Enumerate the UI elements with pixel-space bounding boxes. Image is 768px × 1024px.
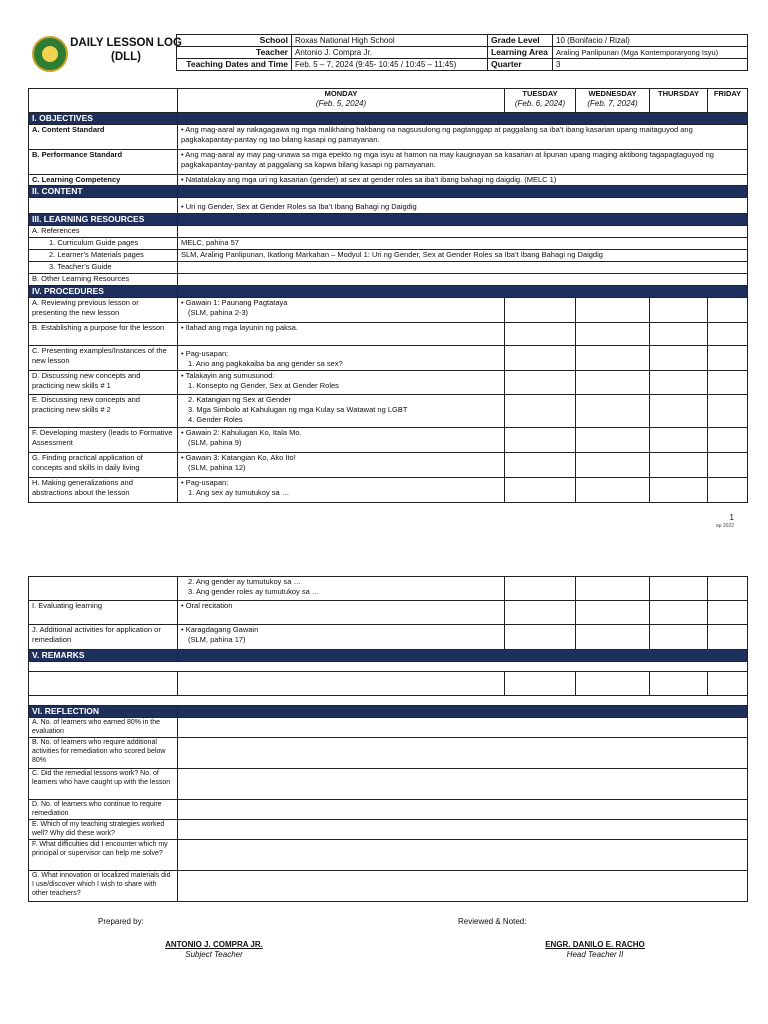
procedure-h-continued-label: [29, 577, 178, 601]
procedure-g-monday: [178, 453, 505, 478]
reflection-heading: VI. REFLECTION: [29, 706, 178, 718]
remarks-heading: V. REMARKS: [29, 650, 178, 662]
tuesday-label: TUESDAY: [522, 89, 558, 98]
dates-value: Feb. 5 – 7, 2024 (9:45- 10:45 / 10:45 – 11:45): [292, 59, 488, 71]
cell: [650, 601, 708, 625]
procedure-h-line-4: 3. Ang gender roles ay tumutukoy sa …: [188, 587, 320, 596]
procedure-h-monday: [178, 478, 505, 503]
area-value: Araling Panlipunan (Mga Kontemporaryong Isyu): [553, 47, 748, 59]
teachers-guide-value: [178, 262, 748, 274]
cell: [650, 298, 708, 323]
wednesday-header: [576, 89, 650, 113]
area-label: Learning Area: [488, 47, 553, 59]
friday-header: [708, 89, 748, 113]
procedure-j-label: J. Additional activities for application or remediation: [29, 625, 178, 650]
reflection-d-label: D. No. of learners who continue to require remediation: [29, 800, 178, 820]
cell: [505, 298, 576, 323]
other-resources-label: B. Other Learning Resources: [29, 274, 178, 286]
reflection-e-value: [178, 820, 748, 840]
procedure-a-line-1: • Gawain 1: Paunang Pagtataya: [181, 298, 288, 307]
cell: [708, 478, 748, 503]
procedure-i-line-1: • Oral recitation: [181, 601, 233, 610]
remarks-bar: [178, 650, 748, 662]
content-standard-text: • Ang mag-aaral ay nakagagawa ng mga malikhaing hakbang na nagsusulong ng pagtanggap at paggalang sa iba’t ibang kasarian upang maitaguyod ang pagkakapantay-pantay ng tao bilang kasapi ng pamayanan.: [178, 125, 748, 150]
reflection-a-value: [178, 718, 748, 738]
cell: [650, 577, 708, 601]
cell: [576, 601, 650, 625]
content-text: • Uri ng Gender, Sex at Gender Roles sa Iba’t Ibang Bahagi ng Daigdig: [178, 198, 748, 214]
preparer-role: Subject Teacher: [185, 950, 243, 959]
content-heading: II. CONTENT: [29, 186, 178, 198]
procedure-row-b: [29, 323, 748, 346]
procedure-h-label: H. Making generalizations and abstractions about the lesson: [29, 478, 178, 503]
other-resources-value: [178, 274, 748, 286]
procedure-row-a: [29, 298, 748, 323]
procedures-bar: [178, 286, 748, 298]
teachers-guide-label: 3. Teacher’s Guide: [29, 262, 178, 274]
cell: [505, 346, 576, 371]
reflection-c-value: [178, 769, 748, 800]
content-bar: [178, 186, 748, 198]
remarks-row: [29, 672, 748, 696]
cell: [505, 625, 576, 650]
remarks-label-cell: [29, 672, 178, 696]
procedure-h-line-1: • Pag-usapan:: [181, 478, 229, 487]
reflection-spacer: [29, 696, 748, 706]
procedure-j-monday: [178, 625, 505, 650]
reviewer-role: Head Teacher II: [566, 950, 624, 959]
procedure-f-line-1: • Gawain 2: Kahulugan Ko, Itala Mo.: [181, 428, 302, 437]
procedure-d-line-1: • Talakayin ang sumusunod:: [181, 371, 275, 380]
cell: [576, 577, 650, 601]
grade-label: Grade Level: [488, 35, 553, 47]
procedure-row-f: [29, 428, 748, 453]
cell: [505, 601, 576, 625]
procedure-e-label: E. Discussing new concepts and practicing new skills # 2: [29, 395, 178, 428]
learning-competency-label: C. Learning Competency: [29, 175, 178, 186]
procedure-e-monday: [178, 395, 505, 428]
procedure-b-monday: [178, 323, 505, 346]
cell: [576, 625, 650, 650]
procedure-h-continued-monday: [178, 577, 505, 601]
monday-label: MONDAY: [324, 89, 358, 98]
procedures-heading: IV. PROCEDURES: [29, 286, 178, 298]
title-line-1: DAILY LESSON LOG: [70, 37, 182, 49]
learning-competency-text: • Natatalakay ang mga uri ng kasarian (gender) at sex at gender roles sa iba’t ibang bahagi ng daigdig. (MELC 1): [178, 175, 748, 186]
tuesday-date: (Feb. 6, 2024): [514, 99, 566, 108]
cell: [505, 395, 576, 428]
performance-standard-label: B. Performance Standard: [29, 150, 178, 175]
cell: [178, 672, 505, 696]
reflection-e-label: E. Which of my teaching strategies worked well? Why did these work?: [29, 820, 178, 840]
resources-bar: [178, 214, 748, 226]
school-value: Roxas National High School: [292, 35, 488, 47]
grade-value: 10 (Bonifacio / Rizal): [553, 35, 748, 47]
cell: [650, 346, 708, 371]
procedure-c-monday: [178, 346, 505, 371]
wednesday-date: (Feb. 7, 2024): [587, 99, 638, 108]
learners-materials-value: SLM, Araling Panlipunan, Ikatlong Markahan – Modyul 1: Uri ng Gender, Sex at Gender Roles sa Iba’t Ibang Bahagi ng Daigdig: [178, 250, 748, 262]
cell: [650, 428, 708, 453]
quarter-value: 3: [553, 59, 748, 71]
procedure-row-i: [29, 601, 748, 625]
cell: [576, 453, 650, 478]
cell: [708, 577, 748, 601]
procedure-h-line-2: 1. Ang sex ay tumutukoy sa …: [188, 488, 290, 497]
cell: [708, 453, 748, 478]
cell: [708, 298, 748, 323]
school-label: School: [177, 35, 292, 47]
reflection-c-label: C. Did the remedial lessons work? No. of learners who have caught up with the lesson: [29, 769, 178, 800]
thursday-header: [650, 89, 708, 113]
teacher-label: Teacher: [177, 47, 292, 59]
objectives-bar: [178, 113, 748, 125]
procedure-g-line-1: • Gawain 3: Katangian Ko, Ako Ito!: [181, 453, 296, 462]
reviewed-label: Reviewed & Noted:: [458, 917, 527, 926]
cell: [708, 625, 748, 650]
cell: [576, 428, 650, 453]
reflection-b-value: [178, 738, 748, 769]
procedure-row-h: [29, 478, 748, 503]
reviewer-name: ENGR. DANILO E. RACHO: [545, 940, 645, 949]
monday-header: [178, 89, 505, 113]
procedure-i-label: I. Evaluating learning: [29, 601, 178, 625]
remarks-spacer: [29, 662, 748, 672]
reflection-a-label: A. No. of learners who earned 80% in the evaluation: [29, 718, 178, 738]
cell: [708, 672, 748, 696]
cell: [505, 453, 576, 478]
page-code: ap 2022: [715, 523, 734, 529]
lesson-log-table: [28, 88, 748, 503]
procedure-g-line-2: (SLM, pahina 12): [188, 463, 246, 472]
cell: [650, 625, 708, 650]
curriculum-guide-value: MELC, pahina 57: [178, 238, 748, 250]
cell: [505, 478, 576, 503]
cell: [505, 371, 576, 395]
cell: [576, 478, 650, 503]
preparer-name: ANTONIO J. COMPRA JR.: [165, 940, 263, 949]
cell: [708, 428, 748, 453]
procedure-row-d: [29, 371, 748, 395]
procedure-d-label: D. Discussing new concepts and practicing new skills # 1: [29, 371, 178, 395]
procedure-e-line-2: 3. Mga Simbolo at Kahulugan ng mga Kulay sa Watawat ng LGBT: [188, 405, 408, 414]
reflection-f-value: [178, 840, 748, 871]
cell: [576, 323, 650, 346]
procedure-e-line-1: 2. Katangian ng Sex at Gender: [188, 395, 291, 404]
thursday-label: THURSDAY: [658, 89, 699, 98]
cell: [505, 672, 576, 696]
cell: [576, 672, 650, 696]
cell: [650, 323, 708, 346]
teacher-value: Antonio J. Compra Jr.: [292, 47, 488, 59]
procedure-row-c: [29, 346, 748, 371]
procedure-row-e: [29, 395, 748, 428]
curriculum-guide-label: 1. Curriculum Guide pages: [29, 238, 178, 250]
procedure-i-monday: [178, 601, 505, 625]
cell: [708, 323, 748, 346]
references-value: [178, 226, 748, 238]
dates-label: Teaching Dates and Time: [177, 59, 292, 71]
procedure-c-line-1: • Pag-usapan:: [181, 349, 229, 358]
performance-standard-text: • Ang mag-aaral ay may pag-unawa sa mga epekto ng mga isyu at hamon na may kaugnayan sa kasarian at lipunan upang maging aktibong tagapagtaguyod ng pagkakapantay-pantay at paggalang sa kapwa bilang kasapi ng pamayanan.: [178, 150, 748, 175]
objectives-heading: I. OBJECTIVES: [29, 113, 178, 125]
page-number: 1: [729, 513, 734, 522]
cell: [650, 371, 708, 395]
procedure-b-line-1: • Ilahad ang mga layunin ng paksa.: [181, 323, 298, 332]
procedure-d-monday: [178, 371, 505, 395]
procedure-g-label: G. Finding practical application of concepts and skills in daily living: [29, 453, 178, 478]
quarter-label: Quarter: [488, 59, 553, 71]
learners-materials-label: 2. Learner’s Materials pages: [29, 250, 178, 262]
wednesday-label: WEDNESDAY: [588, 89, 637, 98]
cell: [708, 395, 748, 428]
cell: [650, 453, 708, 478]
cell: [576, 298, 650, 323]
procedure-j-line-2: (SLM, pahina 17): [188, 635, 246, 644]
school-seal-logo: [32, 36, 68, 72]
resources-heading: III. LEARNING RESOURCES: [29, 214, 178, 226]
cell: [576, 371, 650, 395]
cell: [650, 395, 708, 428]
reflection-g-value: [178, 871, 748, 902]
procedure-a-monday: [178, 298, 505, 323]
cell: [576, 346, 650, 371]
procedure-j-line-1: • Karagdagang Gawain: [181, 625, 259, 634]
procedure-f-line-2: (SLM, pahina 9): [188, 438, 242, 447]
procedure-h-line-3: 2. Ang gender ay tumutukoy sa …: [188, 577, 301, 586]
procedure-row-j: [29, 625, 748, 650]
title-line-2: (DLL): [110, 51, 141, 63]
cell: [708, 601, 748, 625]
monday-date: (Feb. 5, 2024): [315, 99, 367, 108]
content-standard-label: A. Content Standard: [29, 125, 178, 150]
procedure-c-line-2: 1. Ano ang pagkakaiba ba ang gender sa sex?: [188, 359, 343, 368]
content-label-cell: [29, 198, 178, 214]
cell: [650, 672, 708, 696]
friday-label: FRIDAY: [713, 89, 742, 98]
references-label: A. References: [29, 226, 178, 238]
lesson-log-table-continued: [28, 576, 748, 902]
cell: [708, 371, 748, 395]
reflection-b-label: B. No. of learners who require additional activities for remediation who scored below 80%: [29, 738, 178, 769]
prepared-by-label: Prepared by:: [98, 917, 144, 926]
reviewer-signature: [520, 940, 670, 960]
reflection-bar: [178, 706, 748, 718]
cell: [708, 346, 748, 371]
preparer-signature: [140, 940, 288, 960]
procedure-a-line-2: (SLM, pahina 2-3): [188, 308, 249, 317]
procedure-e-line-3: 4. Gender Roles: [188, 415, 243, 424]
cell: [505, 323, 576, 346]
procedure-b-label: B. Establishing a purpose for the lesson: [29, 323, 178, 346]
procedure-a-label: A. Reviewing previous lesson or presenting the new lesson: [29, 298, 178, 323]
procedure-row-h-continued: [29, 577, 748, 601]
corner-cell: [29, 89, 178, 113]
cell: [505, 577, 576, 601]
procedure-row-g: [29, 453, 748, 478]
procedure-f-label: F. Developing mastery (leads to Formative Assessment: [29, 428, 178, 453]
procedure-d-line-2: 1. Konsepto ng Gender, Sex at Gender Roles: [188, 381, 339, 390]
tuesday-header: [505, 89, 576, 113]
reflection-g-label: G. What innovation or localized materials did I use/discover which I wish to share with other teachers?: [29, 871, 178, 902]
cell: [650, 478, 708, 503]
reflection-d-value: [178, 800, 748, 820]
document-title: [70, 36, 182, 64]
procedure-f-monday: [178, 428, 505, 453]
reflection-f-label: F. What difficulties did I encounter which my principal or supervisor can help me solve?: [29, 840, 178, 871]
header-table: [176, 34, 748, 71]
cell: [505, 428, 576, 453]
procedure-c-label: C. Presenting examples/Instances of the new lesson: [29, 346, 178, 371]
cell: [576, 395, 650, 428]
